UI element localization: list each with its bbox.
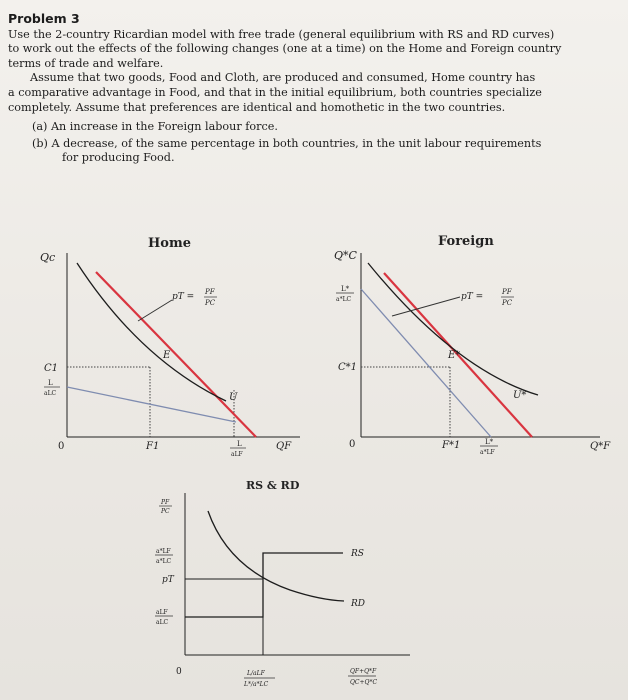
- question-marker: (b): [32, 136, 48, 150]
- assume-line: a comparative advantage in Food, and that in the initial equilibrium, both countries specialize: [8, 85, 542, 99]
- home-tick-l-den: aLC: [44, 390, 57, 397]
- foreign-point-e: E*: [448, 350, 461, 361]
- home-tick-laf-den: aLF: [231, 451, 243, 458]
- rsrd-y-low-num: aLF: [156, 609, 168, 616]
- question-text: An increase in the Foreign labour force.: [50, 120, 278, 134]
- home-origin: 0: [58, 441, 65, 452]
- rsrd-chart: [155, 479, 410, 688]
- intro-line: to work out the effects of the following changes (one at a time) on the Home and Foreign country: [8, 42, 562, 56]
- home-price-den: PC: [205, 299, 216, 307]
- home-indifference-curve: [77, 263, 226, 401]
- rsrd-y-low-den: aLC: [156, 619, 169, 626]
- home-chart: [40, 236, 300, 458]
- foreign-tick-l-den: a*LC: [336, 296, 352, 303]
- foreign-chart: [334, 234, 611, 456]
- intro-line: Use the 2-country Ricardian model with free trade (general equilibrium with RS and RD curves): [8, 27, 555, 41]
- foreign-tick-laf-num: L*: [485, 438, 494, 446]
- assume-line: completely. Assume that preferences are identical and homothetic in the two countries.: [8, 100, 506, 114]
- home-ppf-line: [67, 387, 236, 422]
- rsrd-y-high-num: a*LF: [156, 548, 171, 555]
- rsrd-y-top-den: PC: [161, 508, 170, 515]
- foreign-point-u: U*: [513, 390, 527, 401]
- home-price-pointer: [138, 300, 172, 321]
- rsrd-origin: 0: [176, 667, 182, 677]
- foreign-y-axis-label: Q*C: [334, 249, 357, 262]
- foreign-price-pointer: [392, 297, 460, 316]
- foreign-origin: 0: [349, 439, 356, 450]
- home-tick-l-num: L: [48, 379, 53, 387]
- rsrd-y-top-num: PF: [161, 499, 170, 506]
- foreign-chart-title: Foreign: [438, 234, 494, 249]
- foreign-tick-f1: F*1: [442, 440, 461, 451]
- foreign-x-axis-label: Q*F: [590, 441, 611, 452]
- rsrd-x-tick-num: L/aLF: [247, 670, 265, 677]
- question-text: A decrease, of the same percentage in both countries, in the unit labour requirements: [51, 136, 542, 150]
- foreign-tick-laf-den: a*LF: [480, 449, 495, 456]
- rsrd-y-mid: pT: [162, 575, 174, 585]
- home-tick-c1: C1: [44, 363, 59, 374]
- question-text: for producing Food.: [62, 151, 175, 165]
- intro-line: terms of trade and welfare.: [8, 56, 164, 70]
- home-point-u: U: [229, 392, 238, 403]
- rsrd-rd-label: RD: [351, 599, 365, 609]
- foreign-tick-c1: C*1: [338, 362, 358, 373]
- home-price-label: pT =: [172, 292, 195, 302]
- rsrd-x-tick-den: L*/a*LC: [244, 681, 269, 688]
- home-x-axis-label: QF: [276, 441, 292, 452]
- problem-title: Problem 3: [8, 11, 80, 26]
- home-y-axis-label: Qc: [40, 251, 56, 264]
- rsrd-rd-curve: [208, 511, 344, 601]
- home-price-num: PF: [205, 288, 215, 296]
- assume-line: Assume that two goods, Food and Cloth, are produced and consumed, Home country has: [30, 71, 536, 85]
- home-tick-f1: F1: [146, 441, 160, 452]
- rsrd-rs-curve: [185, 553, 343, 617]
- home-tick-laf-num: L: [237, 440, 242, 448]
- foreign-price-label: pT =: [461, 292, 484, 302]
- home-point-e: E: [163, 350, 171, 361]
- rsrd-x-axis-num: QF+Q*F: [350, 668, 377, 675]
- rsrd-y-high-den: a*LC: [156, 558, 172, 565]
- foreign-price-den: PC: [502, 299, 513, 307]
- foreign-price-num: PF: [502, 288, 512, 296]
- rsrd-rs-label: RS: [351, 549, 364, 559]
- rsrd-chart-title: RS & RD: [246, 479, 300, 492]
- question-marker: (a): [32, 120, 48, 134]
- home-chart-title: Home: [148, 236, 191, 251]
- rsrd-x-axis-den: QC+Q*C: [350, 679, 378, 686]
- foreign-tick-l-num: L*: [341, 285, 350, 293]
